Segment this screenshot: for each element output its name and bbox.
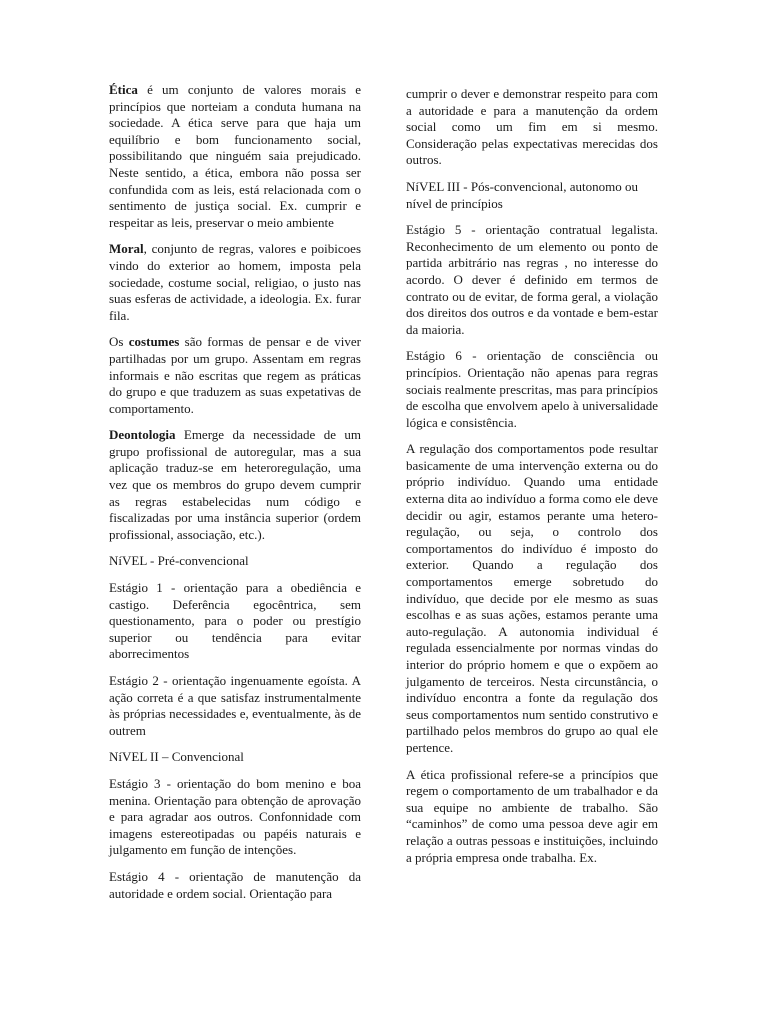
paragraph-moral <box>109 241 361 324</box>
level-3-heading: NíVEL III - Pós-convencional, autonomo ou nível de princípios <box>406 178 639 211</box>
etica-definition: é um conjunto de valores morais e princípios que norteiam a conduta humana na sociedade. A ética serve para que haja um equilíbrio e bom funcionamento social, possibilitando que ninguém saia prejudicado. Neste sentido, a ética, embora não possa ser confundida com as leis, está relacionada com o sentimento de justiça social. Ex. cumprir e respeitar as leis, preservar o meio ambiente <box>109 82 361 230</box>
professional-ethics-paragraph: A ética profissional refere-se a princípios que regem o comportamento de um trabalhador e da sua equipe no ambiente de trabalho. São “caminhos” de como uma pessoa deve agir em relação a outras pessoas e instituições, incluindo a própria empresa onde trabalha. Ex. <box>406 766 658 865</box>
term-deontologia: Deontologia <box>109 427 176 443</box>
regulation-paragraph: A regulação dos comportamentos pode resultar basicamente de uma intervenção externa ou do próprio indivíduo. Quando uma entidade externa dita ao indivíduo a forma como ele deve decidir ou agir, estamos perante uma hetero-regulação, ou seja, o controlo dos comportamentos do indivíduo é imposto do exterior. Quando a regulação dos comportamentos emerge sobretudo do indivíduo, que decide por ele mesmo as suas escolhas e as suas ações, estamos perante uma auto-regulação. A autonomia individual é regulada essencialmente por normas vindas do interior do próprio homem e que o expõem ao julgamento de terceiros. Nesta circunstância, o indivíduo encontra a fonte da regulação dos seus comportamentos num sentido construtivo e partilhado pelos membros do grupo ao qual ele pertence. <box>406 441 658 755</box>
term-costumes: costumes <box>128 334 180 350</box>
left-column <box>109 82 361 912</box>
stage-6-paragraph: Estágio 6 - orientação de consciência ou princípios. Orientação não apenas para regras sociais realmente prescritas, mas para princípios de escolha que envolvem apelo à universalidade lógica e consistência. <box>406 348 658 430</box>
paragraph-costumes <box>109 334 361 417</box>
stage-4-paragraph-start: Estágio 4 - orientação de manutenção da autoridade e ordem social. Orientação para <box>109 868 361 901</box>
deontologia-definition: Emerge da necessidade de um grupo profissional de autoregular, mas a sua aplicação traduz-se em heteroregulação, uma vez que os membros do grupo devem cumprir as regras estabelecidas num código e fiscalizadas por uma instância superior (ordem profissional, associação, etc.). <box>109 427 361 542</box>
term-moral: Moral <box>109 241 144 257</box>
costumes-prefix: Os <box>109 334 129 350</box>
stage-4-paragraph-continued: cumprir o dever e demonstrar respeito para com a autoridade e para a manutenção da ordem social como um fim em si mesmo. Consideração pelas expectativas merecidas dos outros. <box>406 86 658 168</box>
stage-5-paragraph: Estágio 5 - orientação contratual legalista. Reconhecimento de um elemento ou ponto de partida arbitrário nas regras , no interesse do acordo. O dever é definido em termos de contrato ou de evitar, de forma geral, a violação dos direitos dos outros e da vontade e bem-estar da maioria. <box>406 222 658 337</box>
level-2-heading: NíVEL II – Convencional <box>109 749 244 765</box>
costumes-definition: são formas de pensar e de viver partilhadas por um grupo. Assentam em regras informais e não escritas que regem as práticas do grupo e que traduzem as suas expetativas de comportamento. <box>109 334 361 416</box>
level-1-heading: NíVEL - Pré-convencional <box>109 553 249 569</box>
moral-definition: , conjunto de regras, valores e poibicoes vindo do exterior ao homem, imposta pela sociedade, costume social, religiao, o justo nas suas esferas de actividade, a ideologia. Ex. furar fila. <box>109 241 361 323</box>
paragraph-etica <box>109 82 361 231</box>
right-column <box>406 86 658 876</box>
term-etica: Ética <box>109 82 138 97</box>
stage-1-paragraph: Estágio 1 - orientação para a obediência e castigo. Deferência egocêntrica, sem questionamento, para o poder ou prestígio superior ou tendência para evitar aborrecimentos <box>109 580 361 662</box>
paragraph-deontologia <box>109 427 361 543</box>
stage-2-paragraph: Estágio 2 - orientação ingenuamente egoísta. A ação correta é a que satisfaz instrumentalmente às próprias necessidades e, eventualmente, às de outrem <box>109 673 361 738</box>
stage-3-paragraph: Estágio 3 - orientação do bom menino e boa menina. Orientação para obtenção de aprovação e para agradar aos outros. Confonnidade com imagens estereotipadas ou papéis naturais e julgamento em função de intenções. <box>109 775 361 858</box>
